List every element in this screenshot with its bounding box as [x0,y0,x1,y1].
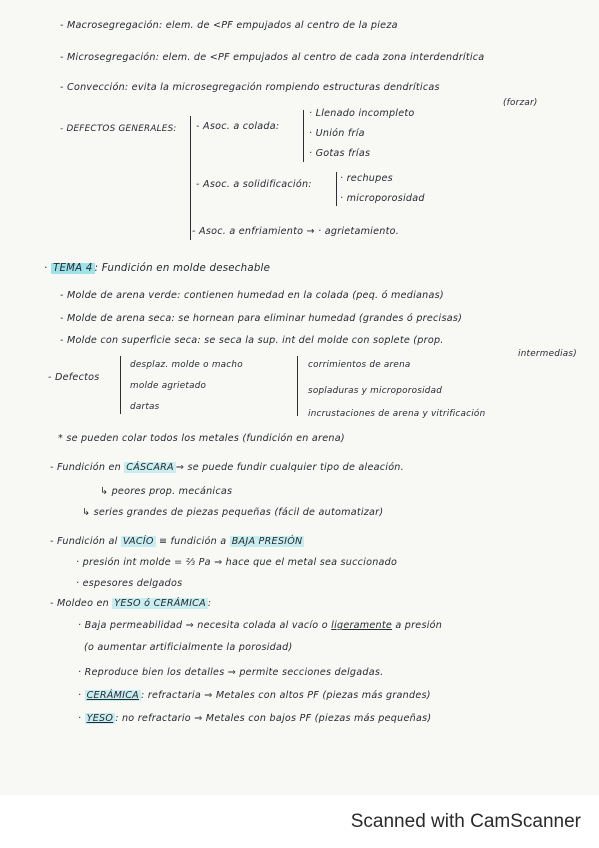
defectos-right-brace [297,356,298,416]
defecto-right: corrimientos de arena [308,360,411,370]
line-microsegregacion: - Microsegregación: elem. de <PF empujados al centro de cada zona interdendrítica [60,52,485,63]
baja-presion-highlight: BAJA PRESIÓN [231,536,303,547]
tema-4-highlight: TEMA 4 [52,263,93,274]
fundicion-vacio: - Fundición al VACÍO ≡ fundición a BAJA PRESIÓN [50,536,303,547]
ceramica-highlight: CERÁMICA [86,690,139,701]
molde-superficie-seca-note: intermedias) [518,349,577,359]
colada-item: · Gotas frías [309,148,371,159]
solidificacion-item: · rechupes [340,173,393,184]
star-note: * se pueden colar todos los metales (fundición en arena) [58,433,345,444]
yeso-item: (o aumentar artificialmente la porosidad) [84,642,293,653]
yeso-item: · Baja permeabilidad ⇒ necesita colada al vacío o ligeramente a presión [78,620,443,631]
molde-superficie-seca: - Molde con superficie seca: se seca la sup. int del molde con soplete (prop. [60,335,444,346]
tema-4-heading: · TEMA 4 : Fundición en molde desechable [44,263,271,274]
yeso-item: · Reproduce bien los detalles ⇒ permite secciones delgadas. [78,667,384,678]
molde-arena-verde: - Molde de arena verde: contienen humedad en la colada (peq. ó medianas) [60,290,444,301]
cascara-sub: ↳ series grandes de piezas pequeñas (fácil de automatizar) [82,507,384,518]
vacio-highlight: VACÍO [122,536,154,547]
fundicion-cascara: - Fundición en CÁSCARA ⇒ se puede fundir cualquier tipo de aleación. [50,462,404,473]
vacio-item: · presión int molde = ⅔ Pa ⇒ hace que el metal sea succionado [76,557,398,568]
colada-label: - Asoc. a colada: [196,121,280,132]
yeso-item: · CERÁMICA : refractaria ⇒ Metales con altos PF (piezas más grandes) [78,690,431,701]
defecto-right: incrustaciones de arena y vitrificación [308,409,486,419]
enfriamiento-line: - Asoc. a enfriamiento → · agrietamiento. [192,226,400,237]
line-conveccion: - Convección: evita la microsegregación rompiendo estructuras dendríticas [60,82,440,93]
defecto-left: molde agrietado [130,381,207,391]
solidificacion-item: · microporosidad [340,193,425,204]
solidificacion-brace [336,172,337,206]
defectos-left-brace [120,356,121,414]
line-macrosegregacion: - Macrosegregación: elem. de <PF empujados al centro de la pieza [60,20,398,31]
defecto-right: sopladuras y microporosidad [308,386,443,396]
yeso-item: · YESO : no refractario ⇒ Metales con bajos PF (piezas más pequeñas) [78,713,432,724]
colada-item: · Unión fría [309,128,365,139]
cascara-highlight: CÁSCARA [126,462,174,473]
defectos-label: - Defectos [48,372,100,383]
defecto-left: dartas [130,402,160,412]
colada-item: · Llenado incompleto [309,108,415,119]
defectos-brace [190,116,191,240]
yeso-highlight: YESO [86,713,114,724]
line-conveccion-note: (forzar) [503,98,538,108]
solidificacion-label: - Asoc. a solidificación: [196,179,312,190]
moldeo-yeso: - Moldeo en YESO ó CERÁMICA : [50,598,212,609]
molde-arena-seca: - Molde de arena seca: se hornean para eliminar humedad (grandes ó precisas) [60,313,463,324]
watermark-text: Scanned with CamScanner [350,810,581,832]
defectos-generales-label: - DEFECTOS GENERALES: [60,124,177,134]
colada-brace [303,110,304,162]
camscanner-watermark [0,795,599,848]
yeso-ceramica-highlight: YESO ó CERÁMICA [114,598,206,609]
vacio-item: · espesores delgados [76,578,183,589]
cascara-sub: ↳ peores prop. mecánicas [100,486,233,497]
defecto-left: desplaz. molde o macho [130,360,243,370]
